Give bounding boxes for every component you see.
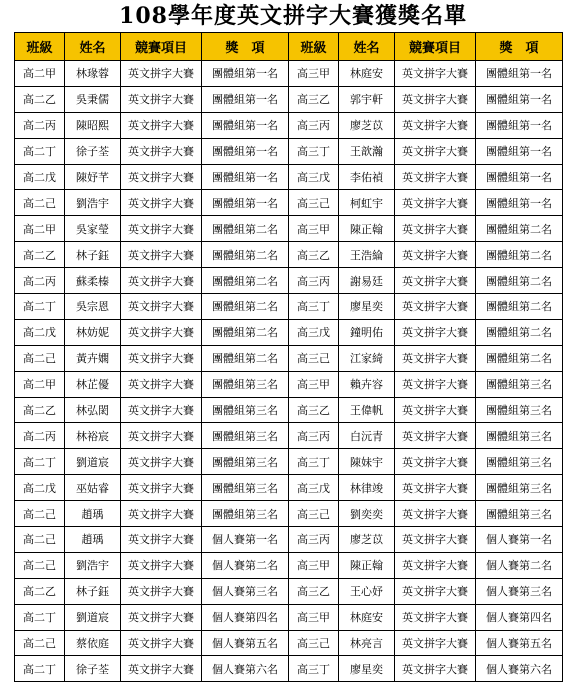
name-cell: 林弘閎 (65, 397, 121, 423)
class-cell: 高三丁 (289, 449, 339, 475)
award-cell: 個人賽第四名 (202, 604, 289, 630)
class-cell: 高二甲 (15, 61, 65, 87)
award-cell: 團體組第三名 (476, 475, 563, 501)
class-cell: 高二己 (15, 190, 65, 216)
event-cell: 英文拼字大賽 (121, 138, 202, 164)
event-cell: 英文拼字大賽 (395, 475, 476, 501)
name-cell: 劉奕奕 (339, 501, 395, 527)
event-cell: 英文拼字大賽 (121, 578, 202, 604)
name-cell: 徐子荃 (65, 138, 121, 164)
award-cell: 團體組第三名 (476, 371, 563, 397)
event-cell: 英文拼字大賽 (121, 61, 202, 87)
class-cell: 高三丁 (289, 294, 339, 320)
award-cell: 個人賽第二名 (202, 552, 289, 578)
event-cell: 英文拼字大賽 (121, 242, 202, 268)
table-header-row (15, 33, 563, 61)
class-cell: 高三乙 (289, 242, 339, 268)
award-cell: 團體組第三名 (202, 475, 289, 501)
event-cell: 英文拼字大賽 (395, 449, 476, 475)
award-cell: 團體組第一名 (202, 61, 289, 87)
event-cell: 英文拼字大賽 (121, 345, 202, 371)
name-cell: 林裕宸 (65, 423, 121, 449)
event-cell: 英文拼字大賽 (121, 501, 202, 527)
name-cell: 林瑑蓉 (65, 61, 121, 87)
class-cell: 高二丁 (15, 294, 65, 320)
class-cell: 高二丁 (15, 656, 65, 682)
event-cell: 英文拼字大賽 (395, 190, 476, 216)
award-cell: 團體組第二名 (202, 319, 289, 345)
award-cell: 團體組第一名 (202, 164, 289, 190)
event-cell: 英文拼字大賽 (395, 164, 476, 190)
class-cell: 高三己 (289, 630, 339, 656)
table-row (15, 552, 563, 578)
class-cell: 高三乙 (289, 397, 339, 423)
table-row (15, 112, 563, 138)
award-table (14, 32, 563, 682)
award-cell: 個人賽第五名 (202, 630, 289, 656)
event-cell: 英文拼字大賽 (121, 397, 202, 423)
table-row (15, 501, 563, 527)
class-cell: 高三甲 (289, 216, 339, 242)
name-cell: 廖星奕 (339, 656, 395, 682)
class-cell: 高三己 (289, 501, 339, 527)
award-cell: 個人賽第三名 (202, 578, 289, 604)
award-cell: 團體組第一名 (202, 86, 289, 112)
award-cell: 團體組第二名 (476, 345, 563, 371)
class-cell: 高二丙 (15, 268, 65, 294)
event-cell: 英文拼字大賽 (395, 371, 476, 397)
class-cell: 高三丙 (289, 112, 339, 138)
class-cell: 高三己 (289, 190, 339, 216)
award-cell: 團體組第二名 (202, 345, 289, 371)
award-cell: 團體組第二名 (476, 268, 563, 294)
table-row (15, 630, 563, 656)
event-cell: 英文拼字大賽 (121, 268, 202, 294)
name-cell: 林妨妮 (65, 319, 121, 345)
award-cell: 團體組第二名 (476, 242, 563, 268)
name-cell: 林子鈺 (65, 242, 121, 268)
name-cell: 廖芝苡 (339, 527, 395, 553)
award-cell: 團體組第三名 (476, 501, 563, 527)
event-cell: 英文拼字大賽 (395, 86, 476, 112)
name-cell: 蘇柔榛 (65, 268, 121, 294)
class-cell: 高三戊 (289, 164, 339, 190)
class-cell: 高三戊 (289, 475, 339, 501)
award-cell: 團體組第二名 (476, 319, 563, 345)
event-cell: 英文拼字大賽 (395, 604, 476, 630)
event-cell: 英文拼字大賽 (121, 527, 202, 553)
event-cell: 英文拼字大賽 (121, 475, 202, 501)
name-cell: 劉道宸 (65, 604, 121, 630)
event-cell: 英文拼字大賽 (121, 656, 202, 682)
award-cell: 團體組第二名 (202, 242, 289, 268)
award-cell: 團體組第二名 (202, 294, 289, 320)
class-cell: 高三丙 (289, 423, 339, 449)
header-event-left: 競賽項目 (121, 33, 202, 61)
name-cell: 劉浩宇 (65, 190, 121, 216)
award-cell: 團體組第二名 (202, 268, 289, 294)
event-cell: 英文拼字大賽 (121, 294, 202, 320)
name-cell: 林亮言 (339, 630, 395, 656)
header-award-left: 獎 項 (202, 33, 289, 61)
class-cell: 高三乙 (289, 86, 339, 112)
class-cell: 高三甲 (289, 604, 339, 630)
name-cell: 吳家瑩 (65, 216, 121, 242)
award-cell: 團體組第二名 (202, 216, 289, 242)
class-cell: 高二甲 (15, 371, 65, 397)
table-row (15, 345, 563, 371)
event-cell: 英文拼字大賽 (121, 371, 202, 397)
award-cell: 個人賽第四名 (476, 604, 563, 630)
event-cell: 英文拼字大賽 (395, 216, 476, 242)
name-cell: 陳妤芊 (65, 164, 121, 190)
award-cell: 團體組第一名 (476, 61, 563, 87)
class-cell: 高三甲 (289, 552, 339, 578)
class-cell: 高二丙 (15, 112, 65, 138)
table-row (15, 423, 563, 449)
name-cell: 柯虹宇 (339, 190, 395, 216)
table-row (15, 475, 563, 501)
header-class-left: 班級 (15, 33, 65, 61)
name-cell: 林庭安 (339, 61, 395, 87)
class-cell: 高二甲 (15, 216, 65, 242)
name-cell: 謝易廷 (339, 268, 395, 294)
header-class-right: 班級 (289, 33, 339, 61)
event-cell: 英文拼字大賽 (395, 345, 476, 371)
name-cell: 郭宇軒 (339, 86, 395, 112)
event-cell: 英文拼字大賽 (395, 294, 476, 320)
class-cell: 高二己 (15, 501, 65, 527)
award-cell: 團體組第一名 (202, 112, 289, 138)
class-cell: 高二己 (15, 552, 65, 578)
award-cell: 團體組第三名 (202, 397, 289, 423)
class-cell: 高二乙 (15, 578, 65, 604)
award-cell: 團體組第一名 (476, 138, 563, 164)
award-cell: 個人賽第五名 (476, 630, 563, 656)
name-cell: 白沅青 (339, 423, 395, 449)
name-cell: 林子鈺 (65, 578, 121, 604)
name-cell: 林芷優 (65, 371, 121, 397)
class-cell: 高二己 (15, 345, 65, 371)
name-cell: 陳妹宇 (339, 449, 395, 475)
name-cell: 鐘明佑 (339, 319, 395, 345)
class-cell: 高三丁 (289, 138, 339, 164)
event-cell: 英文拼字大賽 (121, 216, 202, 242)
name-cell: 吳宗恩 (65, 294, 121, 320)
event-cell: 英文拼字大賽 (121, 604, 202, 630)
award-cell: 個人賽第六名 (202, 656, 289, 682)
class-cell: 高二戊 (15, 319, 65, 345)
class-cell: 高三丙 (289, 268, 339, 294)
award-cell: 個人賽第一名 (476, 527, 563, 553)
table-row (15, 294, 563, 320)
class-cell: 高二乙 (15, 242, 65, 268)
header-name-right: 姓名 (339, 33, 395, 61)
award-cell: 團體組第一名 (476, 86, 563, 112)
event-cell: 英文拼字大賽 (395, 423, 476, 449)
name-cell: 李佑禎 (339, 164, 395, 190)
event-cell: 英文拼字大賽 (121, 86, 202, 112)
class-cell: 高二己 (15, 630, 65, 656)
table-row (15, 578, 563, 604)
table-row (15, 449, 563, 475)
class-cell: 高三乙 (289, 578, 339, 604)
award-cell: 個人賽第二名 (476, 552, 563, 578)
event-cell: 英文拼字大賽 (121, 552, 202, 578)
event-cell: 英文拼字大賽 (395, 656, 476, 682)
class-cell: 高二丙 (15, 423, 65, 449)
name-cell: 趙瑀 (65, 527, 121, 553)
event-cell: 英文拼字大賽 (121, 112, 202, 138)
class-cell: 高三甲 (289, 61, 339, 87)
event-cell: 英文拼字大賽 (395, 61, 476, 87)
event-cell: 英文拼字大賽 (395, 501, 476, 527)
award-cell: 個人賽第三名 (476, 578, 563, 604)
event-cell: 英文拼字大賽 (395, 268, 476, 294)
event-cell: 英文拼字大賽 (395, 242, 476, 268)
award-cell: 團體組第一名 (476, 112, 563, 138)
name-cell: 王偉帆 (339, 397, 395, 423)
event-cell: 英文拼字大賽 (395, 630, 476, 656)
table-row (15, 319, 563, 345)
award-cell: 團體組第二名 (476, 294, 563, 320)
event-cell: 英文拼字大賽 (395, 527, 476, 553)
name-cell: 徐子荃 (65, 656, 121, 682)
event-cell: 英文拼字大賽 (395, 552, 476, 578)
table-row (15, 268, 563, 294)
class-cell: 高二己 (15, 527, 65, 553)
award-cell: 團體組第三名 (202, 423, 289, 449)
award-cell: 個人賽第一名 (202, 527, 289, 553)
class-cell: 高二乙 (15, 86, 65, 112)
name-cell: 陳正翰 (339, 552, 395, 578)
table-row (15, 86, 563, 112)
name-cell: 黃卉嫻 (65, 345, 121, 371)
event-cell: 英文拼字大賽 (395, 112, 476, 138)
name-cell: 劉浩宇 (65, 552, 121, 578)
class-cell: 高二丁 (15, 449, 65, 475)
award-cell: 團體組第三名 (476, 423, 563, 449)
name-cell: 吳秉儒 (65, 86, 121, 112)
name-cell: 巫姑睿 (65, 475, 121, 501)
award-table-body (15, 61, 563, 682)
document-title: 108學年度英文拼字大賽獲獎名單 (119, 3, 467, 29)
table-row (15, 604, 563, 630)
event-cell: 英文拼字大賽 (121, 319, 202, 345)
class-cell: 高三甲 (289, 371, 339, 397)
event-cell: 英文拼字大賽 (121, 164, 202, 190)
award-cell: 團體組第三名 (476, 397, 563, 423)
header-name-left: 姓名 (65, 33, 121, 61)
table-row (15, 190, 563, 216)
name-cell: 趙瑀 (65, 501, 121, 527)
class-cell: 高二戊 (15, 475, 65, 501)
class-cell: 高二丁 (15, 138, 65, 164)
header-award-right: 獎 項 (476, 33, 563, 61)
name-cell: 廖芝苡 (339, 112, 395, 138)
class-cell: 高三戊 (289, 319, 339, 345)
name-cell: 陳正翰 (339, 216, 395, 242)
award-cell: 團體組第三名 (202, 449, 289, 475)
header-event-right: 競賽項目 (395, 33, 476, 61)
award-cell: 個人賽第六名 (476, 656, 563, 682)
award-cell: 團體組第一名 (476, 164, 563, 190)
name-cell: 陳昭熙 (65, 112, 121, 138)
table-row (15, 242, 563, 268)
class-cell: 高三己 (289, 345, 339, 371)
award-cell: 團體組第三名 (476, 449, 563, 475)
name-cell: 林律竣 (339, 475, 395, 501)
class-cell: 高二戊 (15, 164, 65, 190)
award-cell: 團體組第三名 (202, 501, 289, 527)
class-cell: 高三丙 (289, 527, 339, 553)
name-cell: 王心妤 (339, 578, 395, 604)
table-row (15, 527, 563, 553)
award-cell: 團體組第三名 (202, 371, 289, 397)
event-cell: 英文拼字大賽 (395, 138, 476, 164)
name-cell: 江家綺 (339, 345, 395, 371)
table-row (15, 164, 563, 190)
class-cell: 高二丁 (15, 604, 65, 630)
award-cell: 團體組第二名 (476, 216, 563, 242)
name-cell: 林庭安 (339, 604, 395, 630)
table-row (15, 61, 563, 87)
event-cell: 英文拼字大賽 (395, 397, 476, 423)
table-row (15, 656, 563, 682)
table-row (15, 371, 563, 397)
class-cell: 高二乙 (15, 397, 65, 423)
class-cell: 高三丁 (289, 656, 339, 682)
award-cell: 團體組第一名 (202, 138, 289, 164)
award-cell: 團體組第一名 (476, 190, 563, 216)
event-cell: 英文拼字大賽 (121, 423, 202, 449)
table-row (15, 138, 563, 164)
event-cell: 英文拼字大賽 (395, 578, 476, 604)
name-cell: 劉道宸 (65, 449, 121, 475)
event-cell: 英文拼字大賽 (121, 190, 202, 216)
table-row (15, 397, 563, 423)
event-cell: 英文拼字大賽 (395, 319, 476, 345)
award-cell: 團體組第一名 (202, 190, 289, 216)
name-cell: 廖星奕 (339, 294, 395, 320)
name-cell: 賴卉容 (339, 371, 395, 397)
event-cell: 英文拼字大賽 (121, 630, 202, 656)
event-cell: 英文拼字大賽 (121, 449, 202, 475)
table-row (15, 216, 563, 242)
name-cell: 王浩綸 (339, 242, 395, 268)
name-cell: 王歆瀚 (339, 138, 395, 164)
name-cell: 蔡依庭 (65, 630, 121, 656)
